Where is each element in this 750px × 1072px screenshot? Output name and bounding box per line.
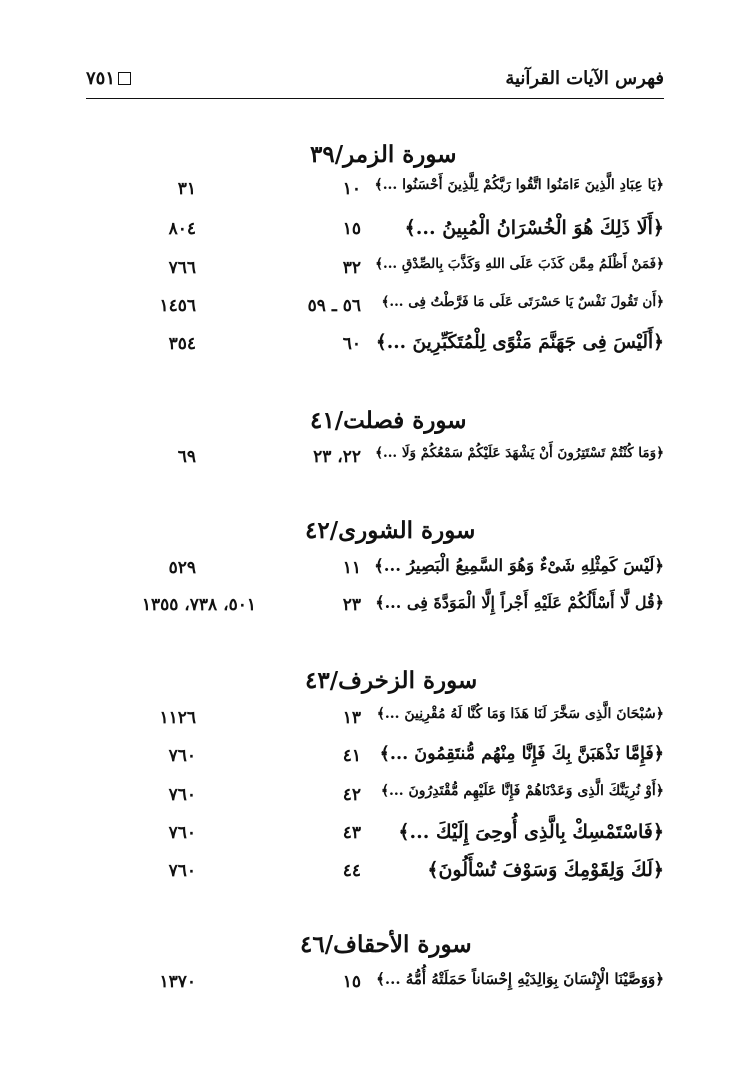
ayah-number: ٢٢، ٢٣ xyxy=(313,447,361,467)
page-number xyxy=(86,68,131,89)
ayah-number: ٤١ xyxy=(342,746,361,766)
verse-text: ﴿قُل لَّا أَسْأَلُكُمْ عَلَيْهِ أَجْراً إِلَّا الْمَوَدَّةَ فِى ...﴾ xyxy=(375,593,664,612)
index-row xyxy=(86,970,664,1006)
index-row xyxy=(86,294,664,330)
page-reference: ٦٩ xyxy=(177,447,196,467)
page-reference: ١٣٧٠ xyxy=(159,972,196,992)
page-header xyxy=(86,64,664,99)
page-reference: ٥٢٩ xyxy=(168,558,196,578)
ayah-number: ٣٢ xyxy=(342,258,361,278)
verse-text: ﴿وَوَصَّيْنَا الْإِنْسَانَ بِوَالِدَيْهِ إِحْسَاناً حَمَلَتْهُ أُمُّهُ ...﴾ xyxy=(376,970,664,988)
verse-text: ﴿أَلَا ذَلِكَ هُوَ الْخُسْرَانُ الْمُبِينُ ...﴾ xyxy=(404,217,664,239)
running-title: فهرس الآيات القرآنية xyxy=(505,68,664,89)
index-row xyxy=(86,256,664,292)
page-reference: ٧٦٠ xyxy=(168,785,196,805)
surah-title: سورة الشورى/٤٢ xyxy=(305,517,476,544)
ayah-number: ٥٦ ـ ٥٩ xyxy=(307,296,361,316)
page-reference: ٧٦٠ xyxy=(168,823,196,843)
verse-text: ﴿لَيْسَ كَمِثْلِهِ شَىْءٌ وَهُوَ السَّمِيعُ الْبَصِيرُ ...﴾ xyxy=(374,556,664,575)
verse-text: ﴿أَن تَقُولَ نَفْسٌ يَا حَسْرَتَى عَلَى مَا فَرَّطْتُ فِى ...﴾ xyxy=(381,294,664,310)
index-row xyxy=(86,859,664,895)
index-row xyxy=(86,556,664,592)
ayah-number: ١١ xyxy=(342,558,361,578)
index-row xyxy=(86,332,664,368)
page-reference: ٧٦٦ xyxy=(168,258,196,278)
index-row xyxy=(86,783,664,819)
ayah-number: ٢٣ xyxy=(342,595,361,615)
ayah-number: ٤٣ xyxy=(342,823,361,843)
ayah-number: ١٥ xyxy=(342,219,361,239)
surah-title: سورة فصلت/٤١ xyxy=(310,407,467,434)
verse-text: ﴿أَلَيْسَ فِى جَهَنَّمَ مَثْوًى لِلْمُتَكَبِّرِينَ ...﴾ xyxy=(375,332,664,353)
page-reference: ٣١ xyxy=(177,179,196,199)
verse-text: ﴿أَوْ نُرِيَنَّكَ الَّذِى وَعَدْنَاهُمْ فَإِنَّا عَلَيْهِم مُّقْتَدِرُونَ ...﴾ xyxy=(380,783,664,799)
page-reference: ٧٦٠ xyxy=(168,746,196,766)
verse-text: ﴿سُبْحَانَ الَّذِى سَخَّرَ لَنَا هَذَا وَمَا كُنَّا لَهُ مُقْرِنِينَ ...﴾ xyxy=(376,706,664,722)
index-row xyxy=(86,821,664,857)
verse-text: ﴿فَإِمَّا نَذْهَبَنَّ بِكَ فَإِنَّا مِنْهُم مُّنتَقِمُونَ ...﴾ xyxy=(379,744,664,764)
page-number-value: ٧٥١ xyxy=(86,68,116,89)
index-row xyxy=(86,593,664,629)
index-row xyxy=(86,217,664,253)
verse-text: ﴿فَاسْتَمْسِكْ بِالَّذِى أُوحِىَ إِلَيْكَ ...﴾ xyxy=(398,821,664,843)
ayah-number: ٦٠ xyxy=(342,334,361,354)
ayah-number: ٤٤ xyxy=(342,861,361,881)
ayah-number: ٤٢ xyxy=(342,785,361,805)
verse-text: ﴿وَمَا كُنْتُمْ تَسْتَتِرُونَ أَنْ يَشْهَدَ عَلَيْكُمْ سَمْعُكُمْ وَلَا ...﴾ xyxy=(375,445,664,461)
page-reference: ١١٢٦ xyxy=(159,708,196,728)
page-reference: ٣٥٤ xyxy=(168,334,196,354)
page-reference: ٧٦٠ xyxy=(168,861,196,881)
page-reference: ٥٠١، ٧٣٨، ١٣٥٥ xyxy=(141,595,256,615)
page-reference: ١٤٥٦ xyxy=(159,296,196,316)
ayah-number: ١٣ xyxy=(342,708,361,728)
surah-title: سورة الزخرف/٤٣ xyxy=(305,667,478,694)
square-marker-icon xyxy=(118,72,131,85)
surah-title: سورة الأحقاف/٤٦ xyxy=(300,931,472,958)
surah-title: سورة الزمر/٣٩ xyxy=(310,141,457,168)
page-reference: ٨٠٤ xyxy=(168,219,196,239)
verse-text: ﴿فَمَنْ أَظْلَمُ مِمَّن كَذَبَ عَلَى اللهِ وَكَذَّبَ بِالصِّدْقِ ...﴾ xyxy=(375,256,664,272)
ayah-number: ١٠ xyxy=(342,179,361,199)
index-row xyxy=(86,744,664,780)
verse-text: ﴿لَكَ وَلِقَوْمِكَ وَسَوْفَ تُسْأَلُونَ﴾ xyxy=(427,859,664,881)
verse-text: ﴿يَا عِبَادِ الَّذِينَ ءَامَنُوا اتَّقُوا رَبَّكُمْ لِلَّذِينَ أَحْسَنُوا ...﴾ xyxy=(374,177,664,193)
index-row xyxy=(86,177,664,213)
index-row xyxy=(86,706,664,742)
index-row xyxy=(86,445,664,481)
ayah-number: ١٥ xyxy=(342,972,361,992)
